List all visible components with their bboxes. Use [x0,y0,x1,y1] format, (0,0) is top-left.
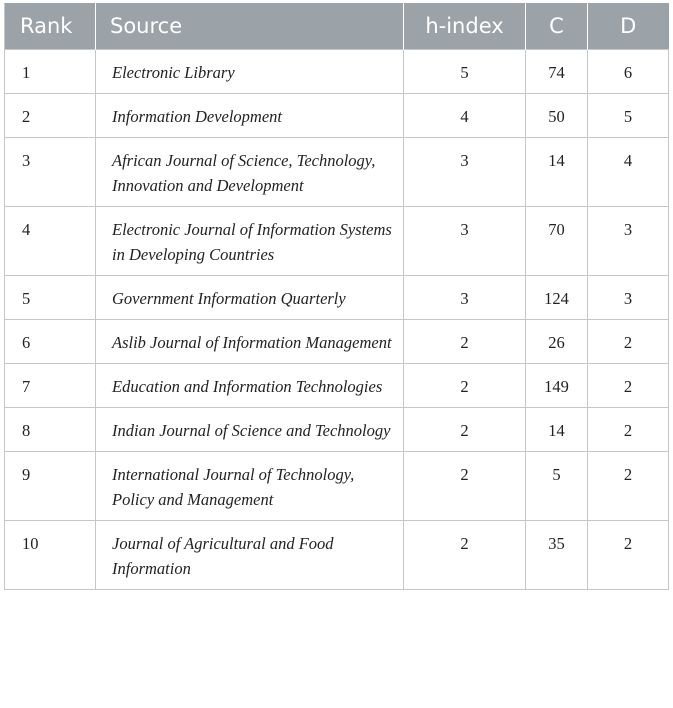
table-row [5,364,669,408]
source-cell: Education and Information Technologies [96,364,404,408]
c-cell: 5 [526,452,588,521]
source-cell: African Journal of Science, Technology, Innovation and Development [96,138,404,207]
c-cell: 70 [526,207,588,276]
d-cell: 2 [588,408,669,452]
table-row [5,50,669,94]
d-cell: 2 [588,320,669,364]
rank-cell: 2 [5,94,96,138]
rank-cell: 5 [5,276,96,320]
c-cell: 14 [526,138,588,207]
table-row [5,94,669,138]
source-cell: Information Development [96,94,404,138]
h-index-cell: 3 [404,276,526,320]
table-row [5,408,669,452]
header-c: C [526,3,588,50]
rank-cell: 9 [5,452,96,521]
rank-cell: 1 [5,50,96,94]
c-cell: 14 [526,408,588,452]
source-cell: Electronic Library [96,50,404,94]
rank-cell: 4 [5,207,96,276]
h-index-cell: 3 [404,138,526,207]
c-cell: 124 [526,276,588,320]
rank-cell: 3 [5,138,96,207]
header-source: Source [96,3,404,50]
h-index-cell: 2 [404,364,526,408]
d-cell: 2 [588,521,669,590]
table-row [5,207,669,276]
d-cell: 2 [588,364,669,408]
header-h-index: h-index [404,3,526,50]
table-row [5,320,669,364]
table-row [5,138,669,207]
header-row [5,3,669,50]
source-cell: Aslib Journal of Information Management [96,320,404,364]
header-d: D [588,3,669,50]
h-index-cell: 5 [404,50,526,94]
d-cell: 5 [588,94,669,138]
c-cell: 26 [526,320,588,364]
d-cell: 3 [588,276,669,320]
h-index-cell: 2 [404,521,526,590]
c-cell: 74 [526,50,588,94]
d-cell: 2 [588,452,669,521]
h-index-cell: 2 [404,408,526,452]
table-row [5,276,669,320]
header-rank: Rank [5,3,96,50]
h-index-cell: 3 [404,207,526,276]
h-index-cell: 4 [404,94,526,138]
source-cell: Electronic Journal of Information Systems in Developing Countries [96,207,404,276]
c-cell: 50 [526,94,588,138]
source-cell: International Journal of Technology, Policy and Management [96,452,404,521]
source-cell: Government Information Quarterly [96,276,404,320]
c-cell: 149 [526,364,588,408]
source-cell: Indian Journal of Science and Technology [96,408,404,452]
table-row [5,452,669,521]
d-cell: 6 [588,50,669,94]
source-cell: Journal of Agricultural and Food Information [96,521,404,590]
rank-cell: 10 [5,521,96,590]
d-cell: 4 [588,138,669,207]
rank-cell: 7 [5,364,96,408]
c-cell: 35 [526,521,588,590]
h-index-cell: 2 [404,320,526,364]
journal-ranking-table [4,3,669,590]
rank-cell: 6 [5,320,96,364]
table-row [5,521,669,590]
h-index-cell: 2 [404,452,526,521]
rank-cell: 8 [5,408,96,452]
d-cell: 3 [588,207,669,276]
